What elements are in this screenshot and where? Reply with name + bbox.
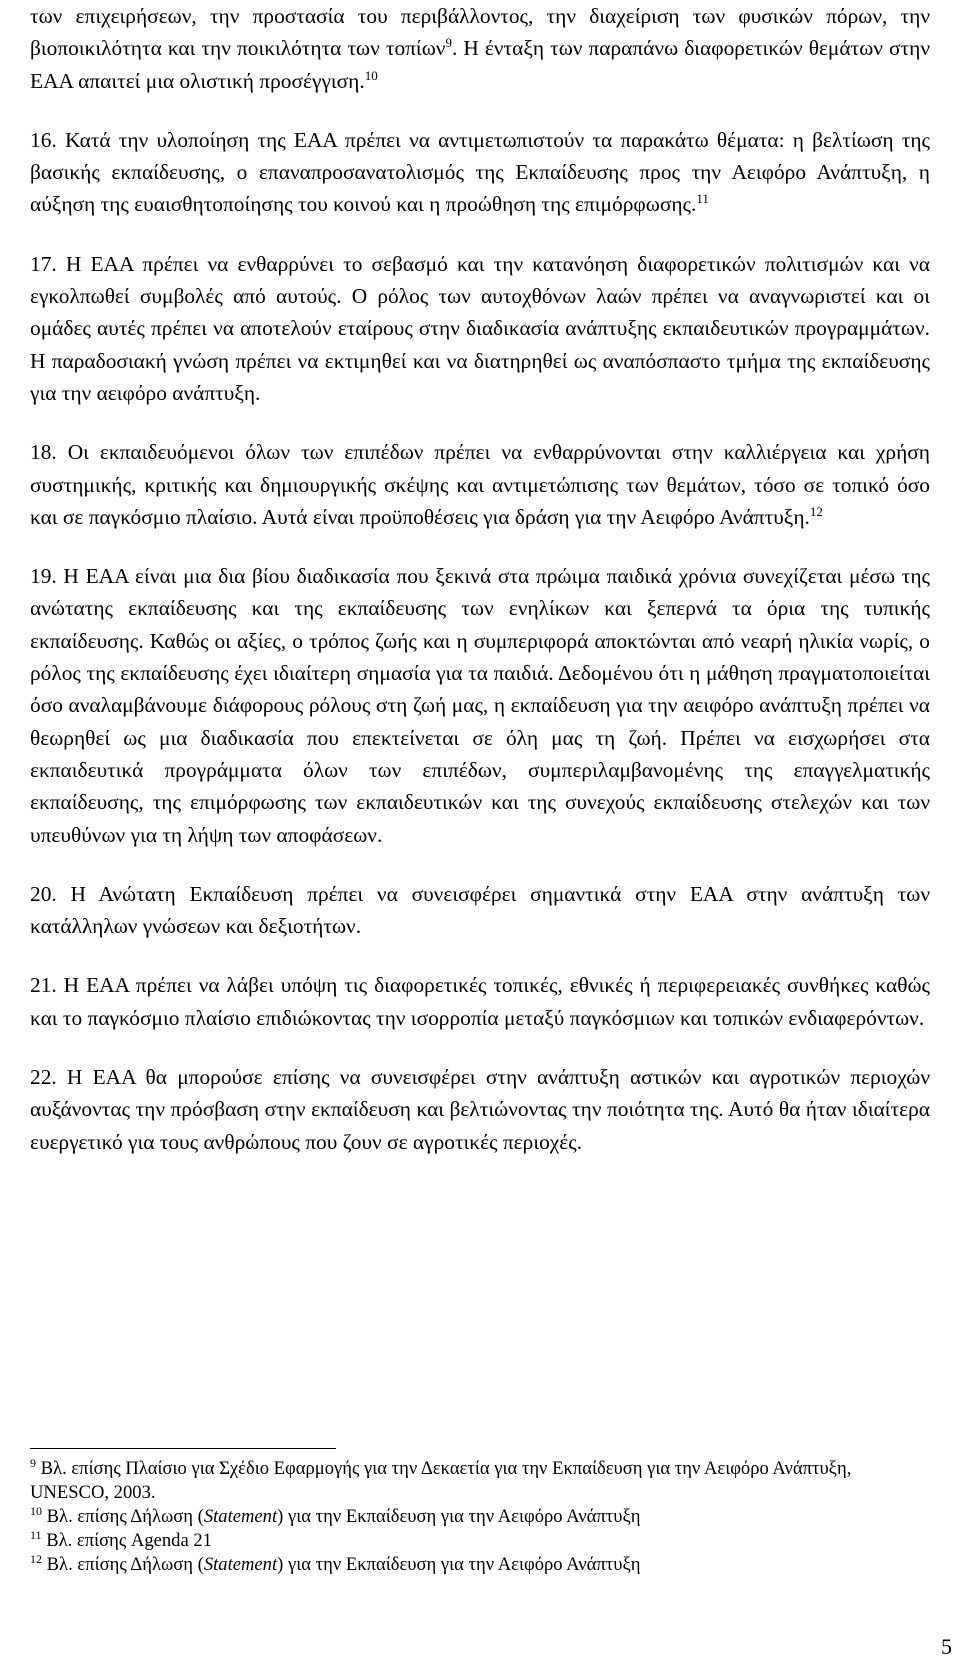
- footnote-text-b: ) για την Εκπαίδευση για την Αειφόρο Ανάπτυξη: [277, 1505, 641, 1527]
- footnote-text: Βλ. επίσης Agenda 21: [46, 1529, 212, 1551]
- footnote-number: 11: [30, 1527, 42, 1542]
- footnote-12: [30, 1553, 930, 1577]
- paragraph-18: [30, 436, 930, 533]
- paragraph-20: 20. Η Ανώτατη Εκπαίδευση πρέπει να συνεισφέρει σημαντικά στην ΕΑΑ στην ανάπτυξη των κατάλληλων γνώσεων και δεξιοτήτων.: [30, 881, 930, 939]
- footnote-ref-9: 9: [445, 35, 452, 51]
- paragraph-16-text: 16. Κατά την υλοποίηση της ΕΑΑ πρέπει να αντιμετωπιστούν τα παρακάτω θέματα: η βελτίωση της βασικής εκπαίδευσης, ο επαναπροσανατολισμός της Εκπαίδευσης προς την Αειφόρο Ανάπτυξη, η αύξηση της ευαισθητοποίησης του κοινού και η προώθηση της επιμόρφωσης.: [30, 127, 930, 217]
- footnote-ref-12: 12: [809, 503, 823, 519]
- footnote-number: 10: [30, 1503, 42, 1518]
- document-body: [30, 0, 930, 1158]
- footnote-number: 9: [30, 1455, 36, 1470]
- paragraph-intro: [30, 0, 930, 97]
- paragraph-intro-text-b: . Η ένταξη των παραπάνω διαφορετικών θεμάτων στην ΕΑΑ απαιτεί μια ολιστική προσέγγιση.: [30, 36, 930, 93]
- footnote-11: [30, 1529, 930, 1553]
- footnote-9: [30, 1457, 930, 1505]
- footnote-ref-11: 11: [696, 191, 709, 207]
- footnote-italic: Statement: [203, 1505, 278, 1527]
- paragraph-16: [30, 124, 930, 221]
- footnote-text: Βλ. επίσης Πλαίσιο για Σχέδιο Εφαρμογής για την Δεκαετία για την Εκπαίδευση για την Αειφόρο Ανάπτυξη, UNESCO, 2003.: [30, 1458, 852, 1503]
- paragraph-21: 21. Η ΕΑΑ πρέπει να λάβει υπόψη τις διαφορετικές τοπικές, εθνικές ή περιφερειακές συνθήκες καθώς και το παγκόσμιο πλαίσιο επιδιώκοντας την ισορροπία μεταξύ παγκόσμιων και τοπικών ενδιαφερόντων.: [30, 973, 930, 1030]
- paragraph-18-text: 18. Οι εκπαιδευόμενοι όλων των επιπέδων πρέπει να ενθαρρύνονται στην καλλιέργεια και χρήση συστημικής, κριτικής και δημιουργικής σκέψης και αντιμετώπισης των θεμάτων, τόσο σε τοπικό όσο και σε παγκόσμιο πλαίσιο. Αυτά είναι προϋποθέσεις για δράση για την Αειφόρο Ανάπτυξη.: [30, 440, 930, 529]
- footnote-text-a: Βλ. επίσης Δήλωση (: [46, 1505, 204, 1527]
- paragraph-22: 22. Η ΕΑΑ θα μπορούσε επίσης να συνεισφέρει στην ανάπτυξη αστικών και αγροτικών περιοχών αυξάνοντας την πρόσβαση στην εκπαίδευση και βελτιώνοντας την ποιότητα της. Αυτό θα ήταν ιδιαίτερα ευεργετικό για τους ανθρώπους που ζουν σε αγροτικές περιοχές.: [30, 1065, 930, 1154]
- footnote-separator: [30, 1448, 336, 1449]
- footnotes: [30, 1457, 930, 1577]
- footnote-number: 12: [30, 1551, 42, 1566]
- footnote-text-a: Βλ. επίσης Δήλωση (: [46, 1553, 204, 1575]
- page-number: 5: [941, 1634, 952, 1659]
- footnote-ref-10: 10: [364, 67, 378, 83]
- footnote-10: [30, 1505, 930, 1529]
- footnote-italic: Statement: [203, 1553, 278, 1575]
- footnote-text-b: ) για την Εκπαίδευση για την Αειφόρο Ανάπτυξη: [277, 1553, 641, 1575]
- paragraph-17: 17. Η ΕΑΑ πρέπει να ενθαρρύνει το σεβασμό και την κατανόηση διαφορετικών πολιτισμών και να εγκολπωθεί συμβολές από αυτούς. Ο ρόλος των αυτοχθόνων λαών πρέπει να αναγνωριστεί και οι ομάδες αυτές πρέπει να αποτελούν εταίρους στην διαδικασία ανάπτυξης εκπαιδευτικών προγραμμάτων. Η παραδοσιακή γνώση πρέπει να εκτιμηθεί και να διατηρηθεί ως αναπόσπαστο τμήμα της εκπαίδευσης για την αειφόρο ανάπτυξη.: [30, 251, 930, 405]
- paragraph-intro-text-a: των επιχειρήσεων, την προστασία του περιβάλλοντος, την διαχείριση των φυσικών πόρων, την βιοποικιλότητα και την ποικιλότητα των τοπίων: [30, 4, 930, 61]
- paragraph-19: 19. Η ΕΑΑ είναι μια δια βίου διαδικασία που ξεκινά στα πρώιμα παιδικά χρόνια συνεχίζεται μέσω της ανώτατης εκπαίδευσης και της εκπαίδευσης των ενηλίκων και ξεπερνά τα όρια της τυπικής εκπαίδευσης. Καθώς οι αξίες, ο τρόπος ζωής και η συμπεριφορά αποκτώνται από νεαρή ηλικία νωρίς, ο ρόλος της εκπαίδευσης έχει ιδιαίτερη σημασία για τα παιδιά. Δεδομένου ότι η μάθηση πραγματοποιείται όσο αναλαμβάνουμε διάφορους ρόλους στη ζωή μας, η εκπαίδευση για την αειφόρο ανάπτυξη πρέπει να θεωρηθεί ως μια διαδικασία που επεκτείνεται σε όλη μας τη ζωή. Πρέπει να εισχωρήσει στα εκπαιδευτικά προγράμματα όλων των επιπέδων, συμπεριλαμβανομένης της επαγγελματικής εκπαίδευσης, της επιμόρφωσης των εκπαιδευτικών και της συνεχούς εκπαίδευσης στελεχών και των υπευθύνων για τη λήψη των αποφάσεων.: [30, 564, 930, 847]
